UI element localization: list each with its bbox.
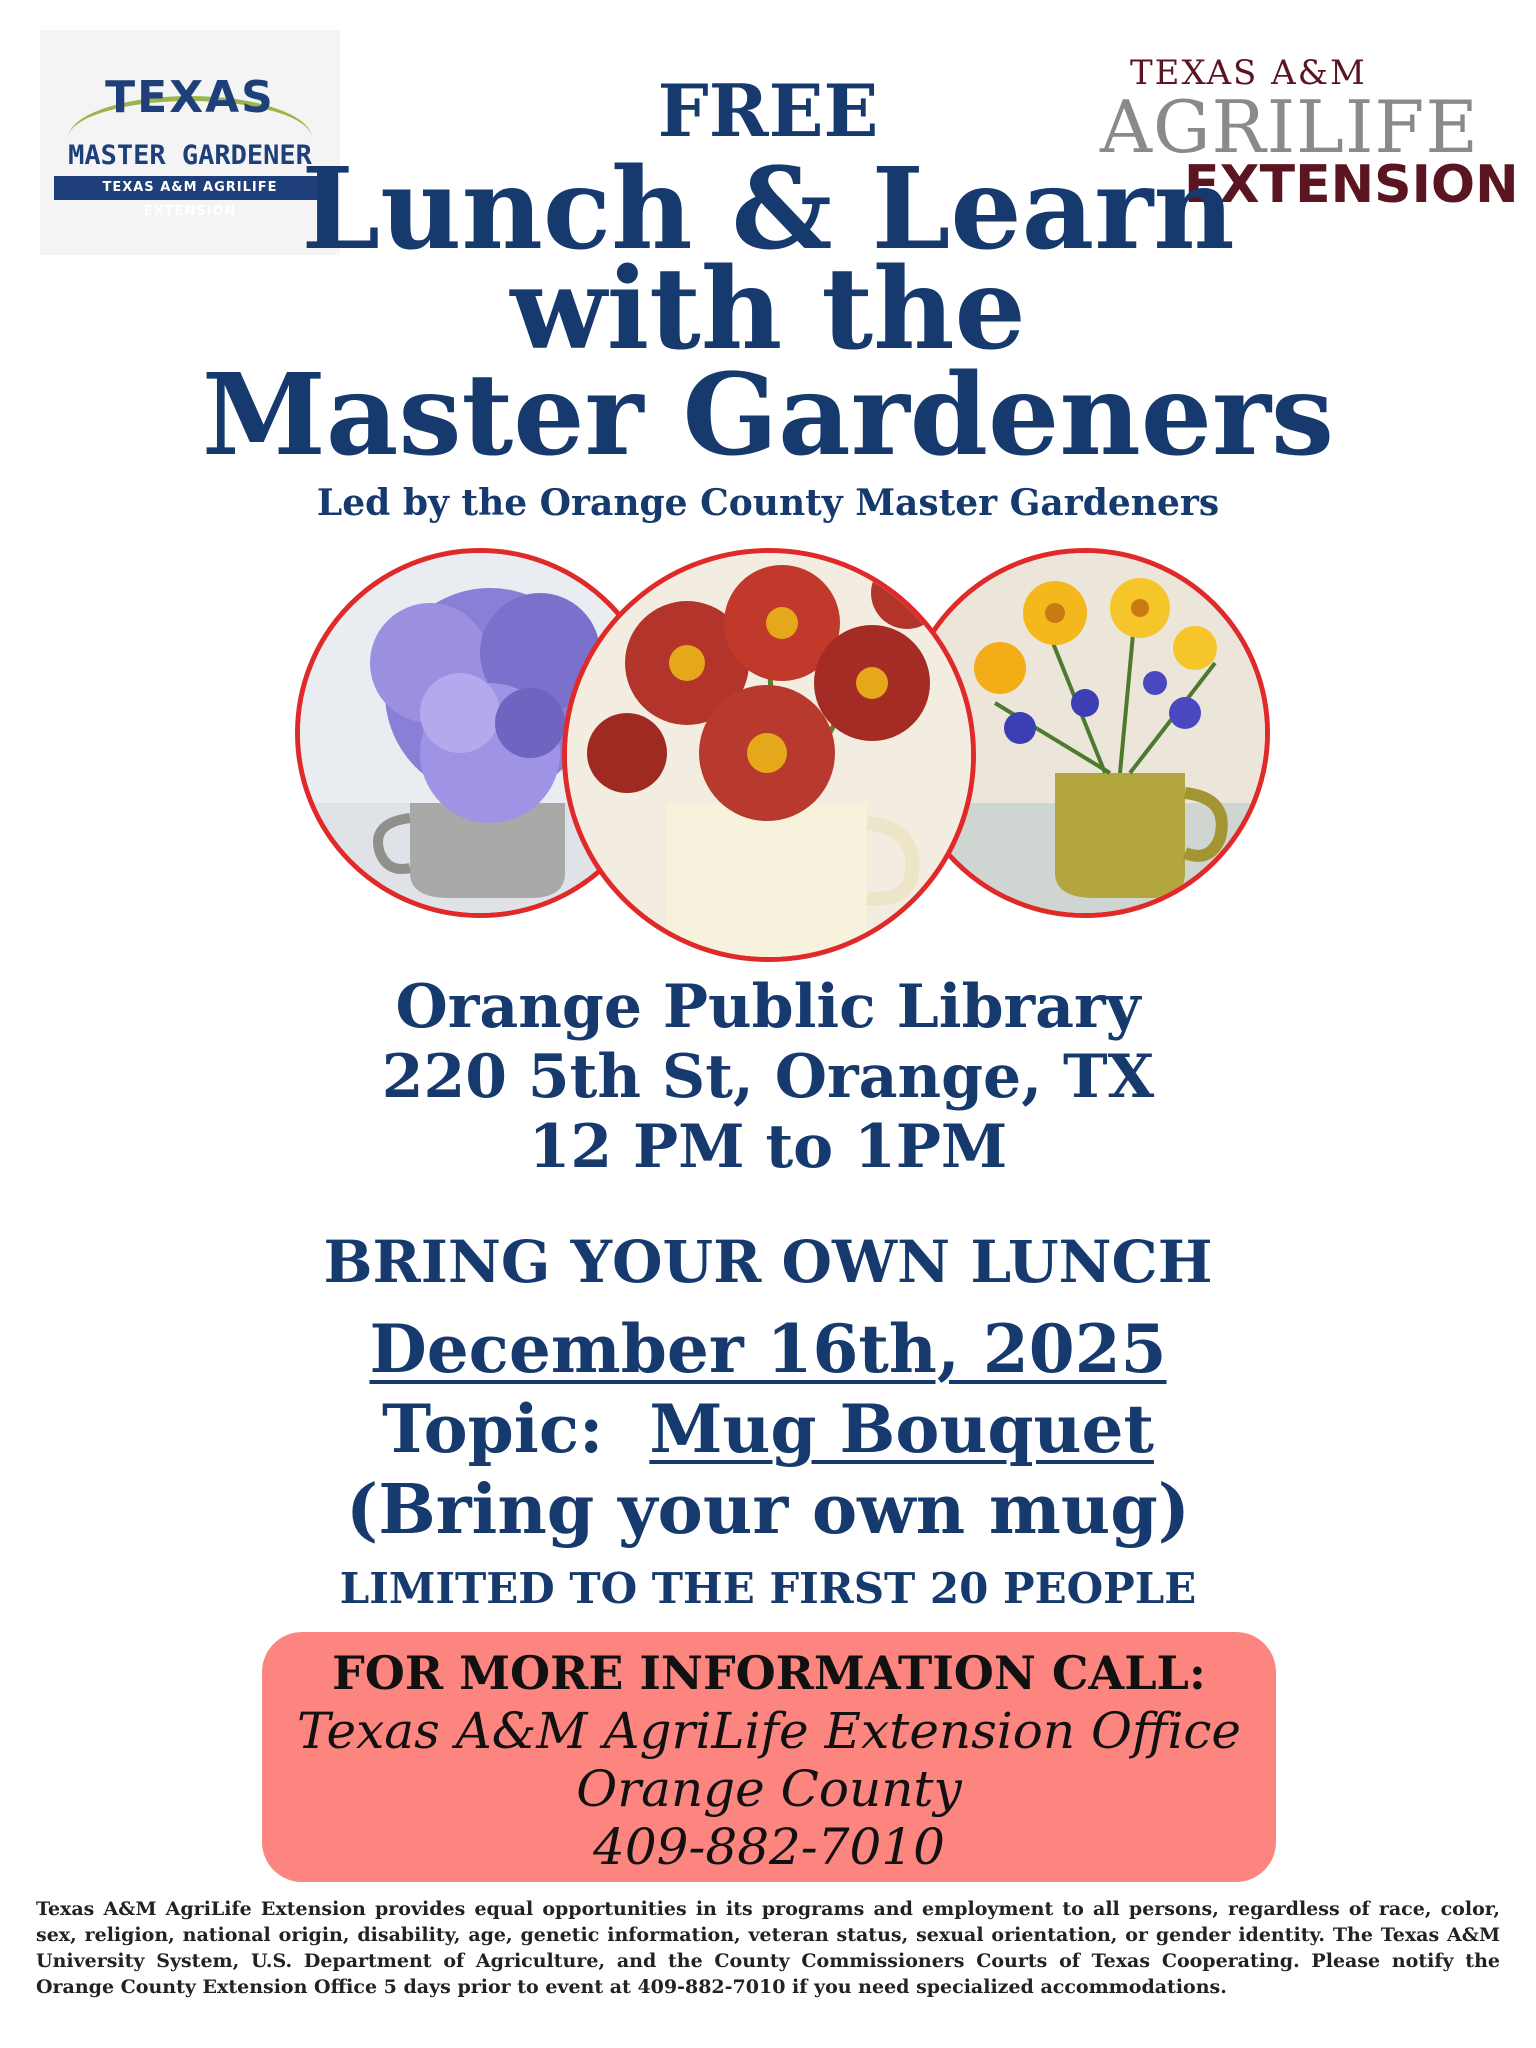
- contact-office: Texas A&M AgriLife Extension Office: [297, 1702, 1241, 1760]
- title-line-2: with the: [510, 244, 1026, 375]
- equal-opportunity-disclaimer: Texas A&M AgriLife Extension provides equal opportunities in its programs and employment to all persons, regardless of race, color, sex, religion, national origin, disability, age, genetic information, veteran status, sexual orientation, or gender identity. The Texas A&M University System, U.S. Department of Agriculture, and the County Commissioners Courts of Texas Cooperating. Please notify the Orange County Extension Office 5 days prior to event at 409-882-7010 if you need specialized accommodations.: [36, 1898, 1500, 1998]
- topic-label: Topic:: [382, 1390, 604, 1468]
- contact-heading: FOR MORE INFORMATION CALL:: [332, 1646, 1206, 1700]
- event-date: December 16th, 2025: [369, 1310, 1167, 1388]
- mug-note: (Bring your own mug): [346, 1470, 1190, 1550]
- venue-address: 220 5th St, Orange, TX: [381, 1042, 1155, 1112]
- limit-notice: LIMITED TO THE FIRST 20 PEOPLE: [339, 1564, 1197, 1613]
- red-daisies-photo: [562, 548, 976, 962]
- bring-lunch-notice: BRING YOUR OWN LUNCH: [323, 1228, 1213, 1296]
- logo-extension-bar: TEXAS A&M AGRILIFE EXTENSION: [54, 176, 326, 200]
- topic-value: Mug Bouquet: [649, 1390, 1154, 1468]
- contact-phone: 409-882-7010: [593, 1818, 945, 1876]
- agrilife-logo-line3: EXTENSION: [1184, 155, 1519, 215]
- title-line-3: Master Gardeners: [201, 350, 1335, 481]
- free-label: FREE: [657, 68, 879, 153]
- topic-line: [0, 1390, 1536, 1468]
- agrilife-logo-line2: AGRILIFE: [1100, 85, 1479, 169]
- agrilife-logo-line1: TEXAS A&M: [1130, 53, 1367, 93]
- event-time: 12 PM to 1PM: [528, 1112, 1008, 1182]
- event-date-line: [0, 1310, 1536, 1388]
- venue-name: Orange Public Library: [395, 972, 1141, 1042]
- contact-info-box: [262, 1632, 1276, 1882]
- logo-texas-text: TEXAS: [105, 72, 275, 123]
- logo-master-gardener-text: MASTER GARDENER: [68, 140, 312, 171]
- title-line-1: Lunch & Learn: [301, 144, 1235, 275]
- contact-county: Orange County: [576, 1760, 962, 1818]
- led-by-subtitle: Led by the Orange County Master Gardeners: [316, 482, 1220, 524]
